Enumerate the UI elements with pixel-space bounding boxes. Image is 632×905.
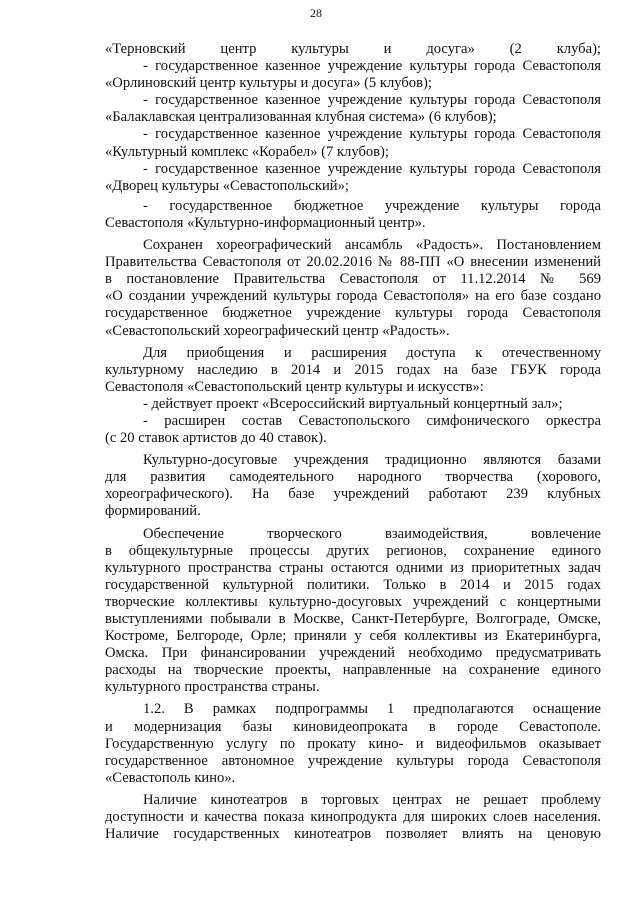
paragraph-first-line: Культурно-досуговые учреждения традиционно являются базами (143, 452, 601, 469)
text-line: Севастополя «Севастопольский центр культуры и искусств»: (105, 378, 484, 395)
page-number: 28 (310, 6, 322, 20)
text-line: в общекультурные процессы других регионов, сохранение единого (105, 542, 601, 559)
text-line: в постановление Правительства Севастополя от 11.12.2014 № 569 (105, 271, 601, 288)
text-line: творческие коллективы культурно-досуговых учреждений с концертными (105, 593, 601, 610)
text-line: хореографического). На базе учреждений работают 239 клубных (105, 486, 601, 503)
text-line: Костроме, Белгороде, Орле; приняли у себя коллективы из Екатеринбурга, (105, 628, 601, 645)
text-line: «Дворец культуры «Севастопольский»; (105, 177, 349, 194)
text-line: «Балаклавская централизованная клубная система» (6 клубов); (105, 109, 497, 126)
text-line: «Севастопольский хореографический центр «Радость». (105, 322, 450, 339)
list-item-line: - государственное бюджетное учреждение культуры города (143, 197, 601, 214)
text-line: государственной культурной политики. Только в 2014 и 2015 годах (105, 576, 601, 593)
body-text (105, 41, 601, 843)
text-line: Государственную услугу по прокату кино- и видеофильмов оказывает (105, 735, 601, 752)
text-line: «Культурный комплекс «Корабел» (7 клубов); (105, 143, 389, 160)
text-line: и модернизация базы киновидеопроката в городе Севастополе. (105, 718, 601, 735)
text-line: выступлениями побывали в Москве, Санкт-Петербурге, Волгограде, Омске, (105, 611, 601, 627)
text-line: культурного пространства страны. (105, 679, 320, 696)
text-line: государственное бюджетное учреждение культуры города Севастополя (105, 305, 601, 322)
text-line: культурного пространства страны остаются одними из приоритетных задач (105, 559, 601, 576)
list-item-line: - государственное казенное учреждение культуры города Севастополя (143, 92, 601, 109)
text-line: (с 20 ставок артистов до 40 ставок). (105, 430, 327, 447)
section-heading-line: 1.2. В рамках подпрограммы 1 предполагаются оснащение (143, 701, 601, 718)
text-line: расходы на творческие проекты, направленные на сохранение единого (105, 662, 601, 679)
text-line: Омска. При финансировании учреждений необходимо предусматривать (105, 645, 601, 662)
list-item-line: - государственное казенное учреждение культуры города Севастополя (143, 126, 601, 143)
list-item-line: - государственное казенное учреждение культуры города Севастополя (143, 58, 601, 75)
text-line: доступности и качества показа кинопродукта для широких слоев населения. (105, 809, 601, 826)
text-line: Наличие государственных кинотеатров позволяет влиять на ценовую (105, 826, 601, 843)
text-line: формирований. (105, 503, 201, 520)
text-line: Севастополя «Культурно-информационный центр». (105, 214, 426, 231)
text-line: «О создании учреждений культуры города Севастополя» на его базе создано (105, 288, 601, 305)
paragraph-first-line: Для приобщения и расширения доступа к отечественному (143, 344, 601, 361)
list-item-line: - государственное казенное учреждение культуры города Севастополя (143, 160, 601, 177)
text-line: для развития самодеятельного народного творчества (хорового, (105, 469, 601, 486)
text-line: «Севастополь кино». (105, 769, 236, 786)
paragraph-first-line: Обеспечение творческого взаимодействия, вовлечение (143, 525, 601, 542)
paragraph-first-line: Наличие кинотеатров в торговых центрах не решает проблему (143, 791, 601, 808)
text-line: «Терновский центр культуры и досуга» (2 клуба); (105, 41, 601, 57)
text-line: Правительства Севастополя от 20.02.2016 № 88-ПП «О внесении изменений (105, 254, 601, 271)
text-line: культурному наследию в 2014 и 2015 годах на базе ГБУК города (105, 361, 601, 378)
text-line: государственное автономное учреждение культуры города Севастополя (105, 752, 601, 769)
text-line: «Орлиновский центр культуры и досуга» (5 клубов); (105, 75, 432, 92)
list-item-line: - расширен состав Севастопольского симфонического оркестра (143, 412, 601, 429)
list-item-line: - действует проект «Всероссийский виртуальный концертный зал»; (143, 395, 563, 412)
paragraph-first-line: Сохранен хореографический ансамбль «Радость». Постановлением (143, 237, 601, 254)
